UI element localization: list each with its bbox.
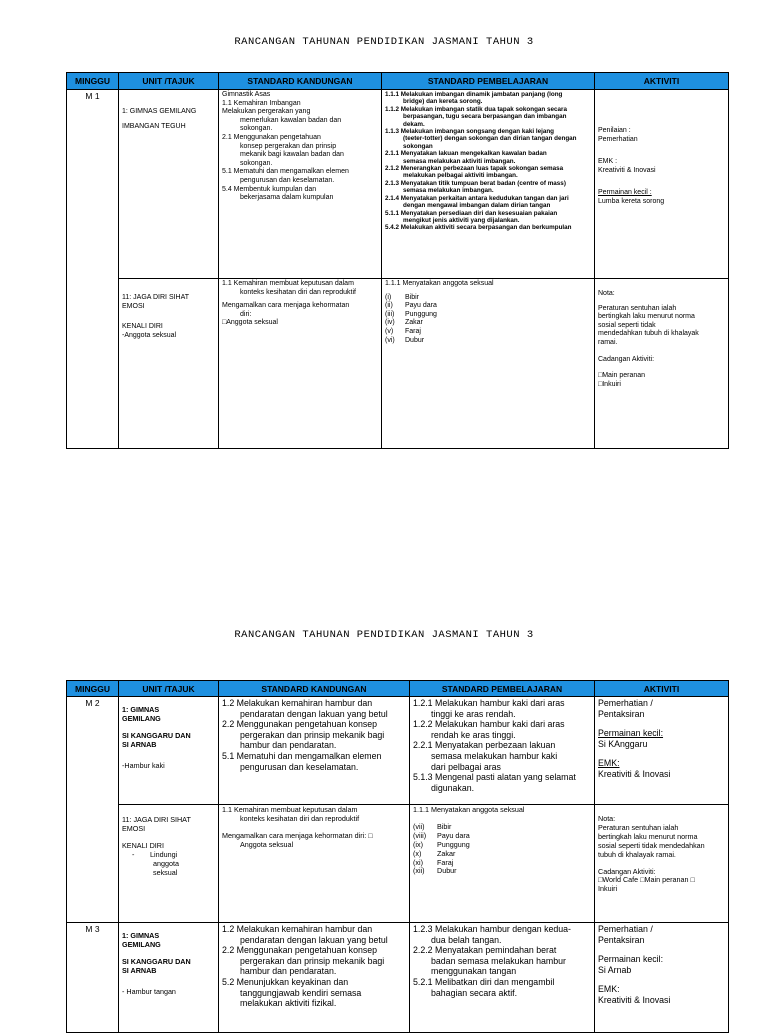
header-minggu: MINGGU xyxy=(67,73,119,90)
text-line: 2.2 Menggunakan pengetahuan konsep xyxy=(222,945,378,956)
page1-title: RANCANGAN TAHUNAN PENDIDIKAN JASMANI TAHUN 3 xyxy=(234,36,534,48)
unit-cell xyxy=(119,923,219,1033)
emk-label: EMK: xyxy=(598,984,620,995)
text-line: pengurusan dan keselamatan. xyxy=(240,176,335,184)
text-line: bridge) dan kereta sorong. xyxy=(403,98,483,106)
unit-line: EMOSI xyxy=(122,823,146,833)
text-line: konteks kesihatan diri dan reproduktif xyxy=(240,813,360,823)
text-line: 2.1 Menggunakan pengetahuan xyxy=(222,133,321,141)
kandungan-cell xyxy=(219,90,382,279)
text-line: hambur dan pendaratan. xyxy=(240,740,337,751)
permainan-value: Si KAnggaru xyxy=(598,738,648,749)
item-num: (x) xyxy=(413,848,422,858)
text-line: pendaratan dengan lakuan yang betul xyxy=(240,708,388,719)
text-line: 2.2.2 Menyatakan pemindahan berat xyxy=(413,945,557,956)
text-line: badan semasa melakukan hambur xyxy=(431,955,566,966)
text-line: □World Cafe □Main peranan □ xyxy=(598,875,695,885)
unit-line: 11: JAGA DIRI SIHAT xyxy=(122,294,190,301)
page2-title: RANCANGAN TAHUNAN PENDIDIKAN JASMANI TAHUN 3 xyxy=(234,629,534,641)
text-line: tubuh di khalayak ramai. xyxy=(598,849,676,859)
text-line: dua belah tangan. xyxy=(431,934,502,945)
text-line: □Main peranan xyxy=(598,372,646,380)
item-text: Dubur xyxy=(405,336,425,344)
permainan-label: Permainan kecil: xyxy=(598,954,664,965)
text-line: Pemerhatian / xyxy=(598,698,653,708)
header-kandungan: STANDARD KANDUNGAN xyxy=(219,681,410,697)
item-text: Punggung xyxy=(437,839,470,849)
item-num: (v) xyxy=(385,327,394,335)
item-num: (iii) xyxy=(385,310,395,318)
text-line: 5.1 Mematuhi dan mengamalkan elemen xyxy=(222,750,382,761)
text-line: 2.1.3 Menyatakan titik tumpuan berat badan (centre of mass) xyxy=(385,179,566,187)
text-line: dekam. xyxy=(403,120,425,128)
item-num: (viii) xyxy=(413,830,427,840)
kandungan-cell xyxy=(219,279,382,449)
text-line: 2.1.4 Menyatakan perkaitan antara kedudukan tangan dan jari xyxy=(385,194,569,202)
unit-cell xyxy=(119,697,219,805)
text-line: dengan mengawal imbangan dalam dirian tangan xyxy=(403,202,551,210)
text-line: □Inkuiri xyxy=(598,380,621,388)
list-item xyxy=(385,302,591,311)
text-line: pergerakan dan prinsip mekanik bagi xyxy=(240,729,385,740)
aktiviti-cell xyxy=(595,279,729,449)
item-text: Faraj xyxy=(437,857,454,867)
text-line: Pentaksiran xyxy=(598,708,645,719)
unit-line: SI ARNAB xyxy=(122,965,157,975)
text-line: bertingkah laku menurut norma xyxy=(598,313,695,321)
text-line: bekerjasama dalam kumpulan xyxy=(240,194,334,202)
text-line: Peraturan sentuhan ialah xyxy=(598,304,677,312)
header-unit: UNIT /TAJUK xyxy=(119,681,219,697)
item-text: Bibir xyxy=(405,293,420,301)
header-pembelajaran: STANDARD PEMBELAJARAN xyxy=(382,73,595,90)
unit-line: IMBANGAN TEGUH xyxy=(122,122,186,130)
text-line: 5.2 Menunjukkan keyakinan dan xyxy=(222,976,349,987)
text-line: semasa melakukan imbangan. xyxy=(403,187,494,195)
unit-line: GEMILANG xyxy=(122,939,161,949)
text-line: Mengamalkan cara menjaga kehormatan diri: □ xyxy=(222,830,373,840)
item-text: Payu dara xyxy=(405,302,437,310)
text-line: Peraturan sentuhan ialah xyxy=(598,822,679,832)
text-line: memerlukan kawalan badan dan xyxy=(240,116,342,124)
text-line: sosial seperti tidak xyxy=(598,321,656,329)
page1-table xyxy=(66,72,729,449)
header-unit: UNIT /TAJUK xyxy=(119,73,219,90)
header-pembelajaran: STANDARD PEMBELAJARAN xyxy=(410,681,595,697)
permainan-label: Permainan kecil: xyxy=(598,728,664,739)
unit-line: seksual xyxy=(153,867,178,877)
kandungan-cell xyxy=(219,923,410,1033)
text-line: 1.1 Kemahiran Imbangan xyxy=(222,99,301,107)
item-text: Zakar xyxy=(405,319,423,327)
text-line: sokongan. xyxy=(240,159,273,167)
text-line: 2.2.1 Menyatakan perbezaan lakuan xyxy=(413,740,556,751)
text-line: 5.1 Mematuhi dan mengamalkan elemen xyxy=(222,168,349,176)
text-line: ramai. xyxy=(598,338,618,346)
unit-line: KENALI DIRI xyxy=(122,840,164,850)
unit-line: SI KANGGARU DAN xyxy=(122,730,191,740)
emk-label: EMK: xyxy=(598,758,620,769)
unit-line: - Hambur tangan xyxy=(122,986,176,996)
aktiviti-cell xyxy=(595,90,729,279)
unit-line: 11: JAGA DIRI SIHAT xyxy=(122,815,191,824)
list-item xyxy=(413,867,591,876)
unit-cell xyxy=(119,805,219,923)
header-aktiviti: AKTIVITI xyxy=(595,73,729,90)
item-num: (i) xyxy=(385,293,392,301)
text-line: 1.2.2 Melakukan hambur kaki dari aras xyxy=(413,719,565,730)
pembelajaran-cell xyxy=(410,697,595,805)
unit-line: Lindungi xyxy=(150,849,178,859)
text-line: Gimnastik Asas xyxy=(222,91,271,98)
unit-line: SI KANGGARU DAN xyxy=(122,956,191,966)
item-text: Payu dara xyxy=(437,830,470,840)
text-line: semasa melakukan hambur kaki xyxy=(431,750,558,761)
unit-line: GEMILANG xyxy=(122,713,161,723)
text-line: 1.1.1 Menyatakan anggota seksual xyxy=(413,805,525,814)
text-line: sosial seperti tidak mendedahkan xyxy=(598,840,705,850)
text-line: konteks kesihatan diri dan reproduktif xyxy=(240,288,356,296)
minggu-cell: M 3 xyxy=(67,923,119,1033)
item-num: (xii) xyxy=(413,866,425,876)
text-line: 1.1.2 Melakukan imbangan statik dua tapak sokongan secara xyxy=(385,105,567,113)
item-num: (ii) xyxy=(385,302,393,310)
text-line: digunakan. xyxy=(431,782,475,793)
emk-value: Kreativiti & Inovasi xyxy=(598,166,656,174)
text-line: 5.1.1 Menyatakan persediaan diri dan kesesuaian pakaian xyxy=(385,209,558,217)
text-line: pengurusan dan keselamatan. xyxy=(240,761,359,772)
pembelajaran-cell xyxy=(410,923,595,1033)
pembelajaran-cell xyxy=(382,279,595,449)
text-line: semasa melakukan aktiviti imbangan. xyxy=(403,157,516,165)
unit-line: 1: GIMNAS xyxy=(122,931,160,940)
text-line: Nota: xyxy=(598,814,616,823)
text-line: 1.2 Melakukan kemahiran hambur dan xyxy=(222,924,373,934)
pembelajaran-cell xyxy=(382,90,595,279)
permainan-value: Si Arnab xyxy=(598,964,632,975)
kandungan-cell xyxy=(219,805,410,923)
text-line: 1.1.1 Melakukan imbangan dinamik jambatan panjang (long xyxy=(385,91,563,98)
aktiviti-cell xyxy=(595,923,729,1033)
text-line: mengikut jenis aktiviti yang dijalankan. xyxy=(403,216,520,224)
text-line: Inkuiri xyxy=(598,884,618,894)
text-line: tinggi ke aras rendah. xyxy=(431,708,516,719)
item-text: Punggung xyxy=(405,310,437,318)
text-line: Nota: xyxy=(598,290,615,297)
permainan-label: Permainan kecil : xyxy=(598,189,652,197)
text-line: 2.1.1 Menyatakan lakuan mengekalkan kawalan badan xyxy=(385,150,547,158)
minggu-cell: M 2 xyxy=(67,697,119,923)
emk-value: Kreativiti & Inovasi xyxy=(598,994,671,1005)
text-line: Pentaksiran xyxy=(598,934,645,945)
text-line: Cadangan Aktiviti: xyxy=(598,355,655,363)
text-line: 1.1.1 Menyatakan anggota seksual xyxy=(385,280,494,287)
text-line: bahagian secara aktif. xyxy=(431,987,518,998)
aktiviti-cell xyxy=(595,805,729,923)
text-line: melakukan pelbagai aktiviti imbangan. xyxy=(403,172,518,180)
text-line: Melakukan pergerakan yang xyxy=(222,108,311,116)
permainan-value: Lumba kereta sorong xyxy=(598,197,665,205)
text-line: 1.1.3 Melakukan imbangan songsang dengan kaki lejang xyxy=(385,128,555,136)
header-aktiviti: AKTIVITI xyxy=(595,681,729,697)
text-line: 1.2.3 Melakukan hambur dengan kedua- xyxy=(413,924,571,934)
text-line: mendedahkan tubuh di khalayak xyxy=(598,330,699,338)
unit-line: -Anggota seksual xyxy=(122,331,177,339)
text-line: 5.4.2 Melakukan aktiviti secara berpasangan dan berkumpulan xyxy=(385,224,572,232)
item-text: Bibir xyxy=(437,821,452,831)
list-item xyxy=(385,328,591,337)
unit-line: 1: GIMNAS xyxy=(122,705,160,714)
text-line: □Anggota seksual xyxy=(222,319,278,327)
text-line: tanggungjawab kendiri semasa xyxy=(240,987,362,998)
minggu-cell: M 1 xyxy=(67,90,119,449)
list-item xyxy=(385,337,591,346)
emk-label: EMK : xyxy=(598,158,618,166)
text-line: pergerakan dan prinsip mekanik bagi xyxy=(240,955,385,966)
text-line: menggunakan tangan xyxy=(431,966,517,977)
emk-value: Kreativiti & Inovasi xyxy=(598,768,671,779)
pembelajaran-cell xyxy=(410,805,595,923)
text-line: pendaratan dengan lakuan yang betul xyxy=(240,934,388,945)
text-line: 2.1.2 Menerangkan perbezaan luas tapak sokongan semasa xyxy=(385,165,564,173)
unit-line: EMOSI xyxy=(122,302,145,310)
text-line: 5.2.1 Melibatkan diri dan mengambil xyxy=(413,976,555,987)
text-line: mekanik bagi kawalan badan dan xyxy=(240,151,344,159)
item-text: Faraj xyxy=(405,327,421,335)
item-num: (iv) xyxy=(385,319,395,327)
text-line: 1.2 Melakukan kemahiran hambur dan xyxy=(222,698,373,708)
kandungan-cell xyxy=(219,697,410,805)
list-item xyxy=(385,294,591,303)
text-line: 5.1.3 Mengenal pasti alatan yang selamat xyxy=(413,772,576,783)
header-kandungan: STANDARD KANDUNGAN xyxy=(219,73,382,90)
item-num: (vi) xyxy=(385,336,395,344)
item-num: (vii) xyxy=(413,821,425,831)
item-num: (xi) xyxy=(413,857,423,867)
text-line: 1.1 Kemahiran membuat keputusan dalam xyxy=(222,280,354,287)
text-line: Pemerhatian / xyxy=(598,924,653,934)
text-line: rendah ke aras tinggi. xyxy=(431,729,516,740)
unit-cell xyxy=(119,279,219,449)
list-item xyxy=(385,311,591,320)
penilaian-value: Pemerhatian xyxy=(598,135,638,143)
text-line: sokongan xyxy=(403,142,433,150)
header-minggu: MINGGU xyxy=(67,681,119,697)
item-num: (ix) xyxy=(413,839,423,849)
text-line: berpasangan, tugu secara berpasangan dan imbangan xyxy=(403,113,567,121)
page2-table xyxy=(66,680,729,1033)
text-line: hambur dan pendaratan. xyxy=(240,966,337,977)
unit-line: 1: GIMNAS GEMILANG xyxy=(122,108,197,115)
text-line: (teeter-totter) dengan sokongan dan dirian tangan dengan xyxy=(403,135,577,143)
unit-line: -Hambur kaki xyxy=(122,760,165,770)
unit-line: - xyxy=(132,849,135,859)
unit-cell xyxy=(119,90,219,279)
text-line: 2.2 Menggunakan pengetahuan konsep xyxy=(222,719,378,730)
penilaian-label: Penilaian : xyxy=(598,127,631,134)
item-text: Dubur xyxy=(437,866,457,876)
text-line: Cadangan Aktiviti: xyxy=(598,866,656,876)
unit-line: KENALI DIRI xyxy=(122,323,163,331)
text-line: 1.2.1 Melakukan hambur kaki dari aras xyxy=(413,698,565,708)
text-line: konsep pergerakan dan prinsip xyxy=(240,142,337,150)
unit-line: anggota xyxy=(153,858,179,868)
unit-line: SI ARNAB xyxy=(122,739,157,749)
text-line: bertingkah laku menurut norma xyxy=(598,831,698,841)
text-line: 1.1 Kemahiran membuat keputusan dalam xyxy=(222,805,358,814)
text-line: dari pelbagai aras xyxy=(431,761,501,772)
item-text: Zakar xyxy=(437,848,456,858)
text-line: Anggota seksual xyxy=(240,839,294,849)
aktiviti-cell xyxy=(595,697,729,805)
text-line: 5.4 Membentuk kumpulan dan xyxy=(222,185,317,193)
text-line: Mengamalkan cara menjaga kehormatan xyxy=(222,302,350,310)
text-line: melakukan aktiviti fizikal. xyxy=(240,998,337,1009)
text-line: diri: xyxy=(240,310,252,318)
text-line: sokongan. xyxy=(240,125,273,133)
list-item xyxy=(385,319,591,328)
